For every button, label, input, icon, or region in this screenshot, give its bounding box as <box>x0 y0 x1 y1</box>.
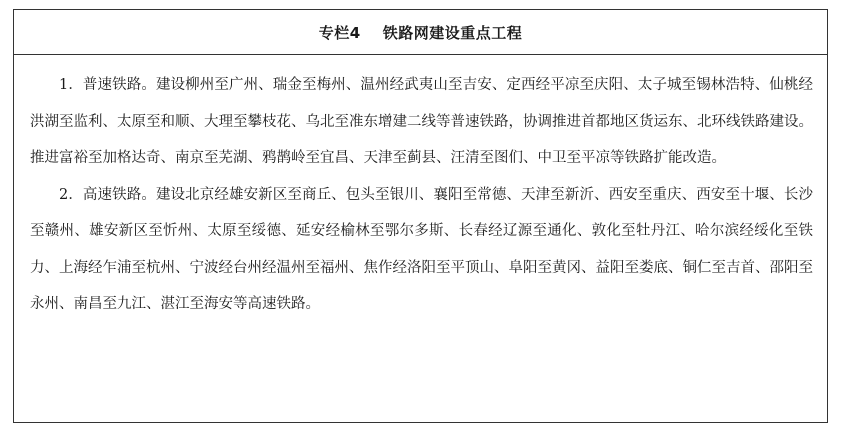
paragraph-high-speed-rail: 2．高速铁路。建设北京经雄安新区至商丘、包头至银川、襄阳至常德、天津至新沂、西安至重庆、西安至十堰、长沙至赣州、雄安新区至忻州、太原至绥德、延安经榆林至鄂尔多斯、长春经辽源至通化、敦化至牡丹江、哈尔滨经绥化至铁力、上海经乍浦至杭州、宁波经台州经温州至福州、焦作经洛阳至平顶山、阜阳至黄冈、益阳至娄底、铜仁至吉首、邵阳至永州、南昌至九江、湛江至海安等高速铁路。 <box>30 186 813 312</box>
box-content <box>14 55 827 323</box>
column-box <box>13 9 828 423</box>
box-title-number: 专栏4 <box>318 23 361 42</box>
box-title-text: 铁路网建设重点工程 <box>382 23 523 42</box>
box-title <box>14 10 827 55</box>
paragraph-conventional-rail: 1．普速铁路。建设柳州至广州、瑞金至梅州、温州经武夷山至吉安、定西经平凉至庆阳、太子城至锡林浩特、仙桃经洪湖至监利、太原至和顺、大理至攀枝花、乌北至准东增建二线等普速铁路，协调推进首都地区货运东、北环线铁路建设。推进富裕至加格达奇、南京至芜湖、鸦鹊岭至宜昌、天津至蓟县、汪清至图们、中卫至平凉等铁路扩能改造。 <box>30 77 813 166</box>
